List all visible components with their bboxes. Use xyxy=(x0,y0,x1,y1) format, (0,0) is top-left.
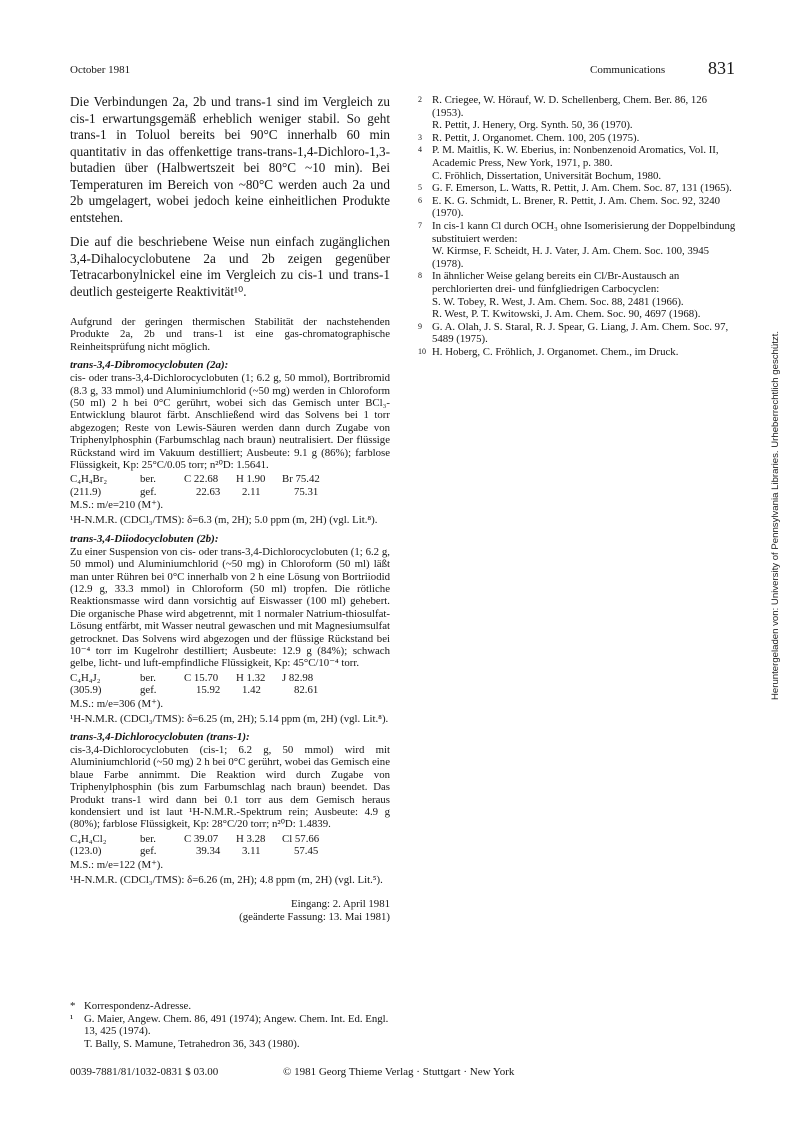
reference-text: C. Fröhlich, Dissertation, Universität Bochum, 1980. xyxy=(432,169,662,182)
calc-value: H 3.28 xyxy=(236,832,266,845)
nmr-data: ¹H-N.M.R. (CDCl₃/TMS): δ=6.26 (m, 2H); 4.8 ppm (m, 2H) (vgl. Lit.⁵). xyxy=(70,873,383,886)
calc-value: Cl 57.66 xyxy=(282,832,320,845)
compound-title: trans-3,4-Dibromocyclobuten (2a): xyxy=(70,359,229,372)
reference-item xyxy=(418,220,738,270)
calc-value: H 1.32 xyxy=(236,671,266,684)
download-notice: Heruntergeladen von: University of Pennsylvania Libraries. Urheberrechtlich geschützt. xyxy=(770,330,781,700)
compound-section xyxy=(70,533,390,725)
reference-item xyxy=(418,144,738,182)
calc-label: ber. xyxy=(140,473,156,486)
nmr-data: ¹H-N.M.R. (CDCl₃/TMS): δ=6.25 (m, 2H); 5.14 ppm (m, 2H) (vgl. Lit.⁸). xyxy=(70,712,389,725)
compound-procedure: cis- oder trans-3,4-Dichlorocyclobuten (1; 6.2 g, 50 mmol), Bortribromid (8.3 g, 33 mmol) und Aluminiumchlorid (~50 mg) werden in Chloroform (50 ml) 2 h bei 0°C gerührt, wobei sich das Gemisch unter BCl₃-Entwicklung blaurot färbt. Anschließend wird das Solvens bei 1 torr abgezogen; Reste von Lewis-Säuren werden dann durch Zugabe von Triphenylphosphin (Farbumschlag nach braun) neutralisiert. Der flüssige Rückstand wird im Vakuum destilliert; Ausbeute: 9.1 g (86%); farblose Flüssigkeit, Kp: 25°C/0.05 torr; n²⁰D: 1.5641. xyxy=(70,372,390,472)
reference-text: In ähnlicher Weise gelang bereits ein Cl/Br-Austausch an perchlorierten drei- und fünfgliedrigen Carbocyclen: xyxy=(432,270,680,295)
reference-number: 9 xyxy=(418,321,422,331)
compound-procedure: Zu einer Suspension von cis- oder trans-3,4-Dichlorocyclobuten (1; 6.2 g, 50 mmol) und Aluminiumchlorid (~50 mg) in Chloroform (50 ml) läßt man unter Rühren bei 0°C innerhalb von 2 h eine Lösung von Bortriiodid (12.9 g, 33.3 mmol) in Chloroform (50 ml) tropfen. Die rötliche Reaktionsmasse wird dann vorsichtig auf Eiswasser (100 ml) gehebert. Die organische Phase wird abgetrennt, mit 1 normaler Natrium-thiosulfat-Lösung entfärbt, mit Wasser neutral gewaschen und mit Magnesiumsulfat getrocknet. Das Solvens wird abgezogen und der flüssige Rückstand bei 10⁻⁴ torr im Kugelrohr destilliert; Ausbeute: 12.9 g (84%); schwach gelbe, licht- und luft-empfindliche Flüssigkeit, Kp: 45°C/10⁻⁴ torr. xyxy=(70,545,390,670)
elemental-analysis xyxy=(70,473,390,498)
mass-spec: M.S.: m/e=210 (M⁺). xyxy=(70,499,164,512)
footnotes xyxy=(70,1000,390,1050)
header-journal: Communications xyxy=(590,64,666,76)
found-label: gef. xyxy=(140,845,157,858)
references-column xyxy=(418,94,738,358)
found-value: 15.92 xyxy=(196,684,221,697)
found-value: 75.31 xyxy=(294,485,319,498)
footnote-mark: * xyxy=(70,1000,76,1012)
found-value: 39.34 xyxy=(196,845,221,858)
footnote-mark: ¹ xyxy=(70,1012,74,1025)
calc-value: C 22.68 xyxy=(184,473,219,486)
calc-label: ber. xyxy=(140,671,156,684)
reference-item xyxy=(418,270,738,320)
molecular-weight: (123.0) xyxy=(70,845,102,858)
reference-text: R. Pettit, J. Organomet. Chem. 100, 205 (1975). xyxy=(432,131,640,144)
compound-title: trans-3,4-Diiodocyclobuten (2b): xyxy=(70,532,219,545)
reference-text: In cis-1 kann Cl durch OCH₃ ohne Isomerisierung der Doppelbindung substituiert werden: xyxy=(432,219,736,245)
footnote-text: T. Bally, S. Mamune, Tetrahedron 36, 343 (1980). xyxy=(84,1037,300,1050)
page-number: 831 xyxy=(708,58,735,78)
formula: C₄H₄Br₂ xyxy=(70,473,108,486)
calc-value: Br 75.42 xyxy=(282,473,320,486)
reference-text: G. A. Olah, J. S. Staral, R. J. Spear, G. Liang, J. Am. Chem. Soc. 97, 5489 (1975). xyxy=(432,320,729,346)
footnote-text: Korrespondenz-Adresse. xyxy=(84,1000,192,1012)
lead-paragraph-2: Die auf die beschriebene Weise nun einfach zugänglichen 3,4-Dihalocyclobutene 2a und 2b zeigen gegenüber Tetracarbonylnickel eine im Vergleich zu cis-1 und trans-1 deutlich gesteigerte Reaktivität¹⁰. xyxy=(70,234,390,299)
calc-value: C 15.70 xyxy=(184,671,219,684)
found-label: gef. xyxy=(140,485,157,498)
reference-number: 4 xyxy=(418,145,422,155)
reference-item xyxy=(418,132,738,145)
issn: 0039-7881/81/1032-0831 $ 03.00 xyxy=(70,1066,219,1078)
compound-section xyxy=(70,731,390,886)
lead-paragraph-1: Die Verbindungen 2a, 2b und trans-1 sind im Vergleich zu cis-1 erwartungsgemäß erheblich weniger stabil. So geht trans-1 in Toluol bereits bei 90°C innerhalb 60 min quantitativ in das offenkettige trans-trans-1,4-Dichloro-1,3-butadien über (Halbwertszeit bei 80°C ~10 min). Bei Temperaturen im Bereich von ~80°C werden auch 2a und 2b umgelagert, wobei jedoch keine einheitlichen Produkte entstehen. xyxy=(70,94,390,225)
reference-item xyxy=(418,321,738,346)
calc-value: C 39.07 xyxy=(184,832,219,845)
reference-text: P. M. Maitlis, K. W. Eberius, in: Nonbenzenoid Aromatics, Vol. II, Academic Press, New York, 1971, p. 380. xyxy=(432,144,719,169)
reference-item xyxy=(418,94,738,132)
found-value: 1.42 xyxy=(242,684,261,697)
reference-number: 5 xyxy=(418,183,422,193)
reference-item xyxy=(418,195,738,220)
reference-text: W. Kirmse, F. Scheidt, H. J. Vater, J. Am. Chem. Soc. 100, 3945 (1978). xyxy=(432,245,710,270)
reference-item xyxy=(418,346,738,359)
footnote xyxy=(70,1013,390,1051)
molecular-weight: (305.9) xyxy=(70,684,102,697)
reference-text: G. F. Emerson, L. Watts, R. Pettit, J. Am. Chem. Soc. 87, 131 (1965). xyxy=(432,182,732,195)
formula: C₄H₄Cl₂ xyxy=(70,832,107,845)
found-value: 2.11 xyxy=(242,485,261,498)
reference-number: 6 xyxy=(418,195,422,205)
compound-section xyxy=(70,359,390,526)
nmr-data: ¹H-N.M.R. (CDCl₃/TMS): δ=6.3 (m, 2H); 5.0 ppm (m, 2H) (vgl. Lit.⁸). xyxy=(70,514,378,527)
molecular-weight: (211.9) xyxy=(70,485,102,498)
reference-text: R. Criegee, W. Hörauf, W. D. Schellenberg, Chem. Ber. 86, 126 (1953). xyxy=(432,94,708,119)
reference-text: H. Hoberg, C. Fröhlich, J. Organomet. Chem., im Druck. xyxy=(432,345,679,358)
found-value: 3.11 xyxy=(242,845,261,858)
left-column xyxy=(70,94,390,924)
mass-spec: M.S.: m/e=122 (M⁺). xyxy=(70,858,164,871)
reference-item xyxy=(418,182,738,195)
compound-procedure: cis-3,4-Dichlorocyclobuten (cis-1; 6.2 g, 50 mmol) wird mit Aluminiumchlorid (~50 mg) 2 h bei 0°C gerührt, wobei das Gemisch eine blaue Farbe annimmt. Die Reaktion wird durch Zugabe von Triphenylphosphin (bis zum Farbumschlag nach braun) beendet. Das Produkt trans-1 wird dann bei 0.1 torr aus dem Gemisch heraus kondensiert und ist laut ¹H-N.M.R.-Spektrum rein; Ausbeute: 4.9 g (80%); farblose Flüssigkeit, Kp: 28°C/20 torr; n²⁰D: 1.4839. xyxy=(70,743,390,831)
mass-spec: M.S.: m/e=306 (M⁺). xyxy=(70,697,164,710)
elemental-analysis xyxy=(70,672,390,697)
found-label: gef. xyxy=(140,684,157,697)
reference-text: E. K. G. Schmidt, L. Brener, R. Pettit, J. Am. Chem. Soc. 92, 3240 (1970). xyxy=(432,194,721,220)
reference-number: 7 xyxy=(418,220,422,230)
header-date: October 1981 xyxy=(70,64,131,76)
reference-text: R. West, P. T. Kwitowski, J. Am. Chem. Soc. 90, 4697 (1968). xyxy=(432,308,701,321)
reference-text: R. Pettit, J. Henery, Org. Synth. 50, 36 (1970). xyxy=(432,119,633,132)
calc-label: ber. xyxy=(140,832,156,845)
reference-text: S. W. Tobey, R. West, J. Am. Chem. Soc. 88, 2481 (1966). xyxy=(432,295,684,308)
revised-date: (geänderte Fassung: 13. Mai 1981) xyxy=(239,911,390,924)
found-value: 57.45 xyxy=(294,845,319,858)
compound-title: trans-3,4-Dichlorocyclobuten (trans-1): xyxy=(70,730,250,743)
calc-value: H 1.90 xyxy=(236,473,266,486)
reference-number: 10 xyxy=(418,346,426,356)
footnote xyxy=(70,1000,390,1013)
received-dates xyxy=(70,898,390,924)
reference-number: 3 xyxy=(418,132,422,142)
footnote-text: G. Maier, Angew. Chem. 86, 491 (1974); Angew. Chem. Int. Ed. Engl. 13, 425 (1974). xyxy=(84,1012,389,1037)
elemental-analysis xyxy=(70,833,390,858)
formula: C₄H₄J₂ xyxy=(70,671,101,684)
reference-number: 8 xyxy=(418,271,422,281)
found-value: 82.61 xyxy=(294,684,319,697)
calc-value: J 82.98 xyxy=(282,671,314,684)
found-value: 22.63 xyxy=(196,485,221,498)
experimental-intro: Aufgrund der geringen thermischen Stabilität der nachstehenden Produkte 2a, 2b und trans-1 ist eine gas-chromatographische Reinheitsprüfung nicht möglich. xyxy=(70,316,390,353)
received-date: Eingang: 2. April 1981 xyxy=(291,898,390,911)
copyright: © 1981 Georg Thieme Verlag · Stuttgart · New York xyxy=(283,1066,515,1078)
reference-number: 2 xyxy=(418,95,422,104)
